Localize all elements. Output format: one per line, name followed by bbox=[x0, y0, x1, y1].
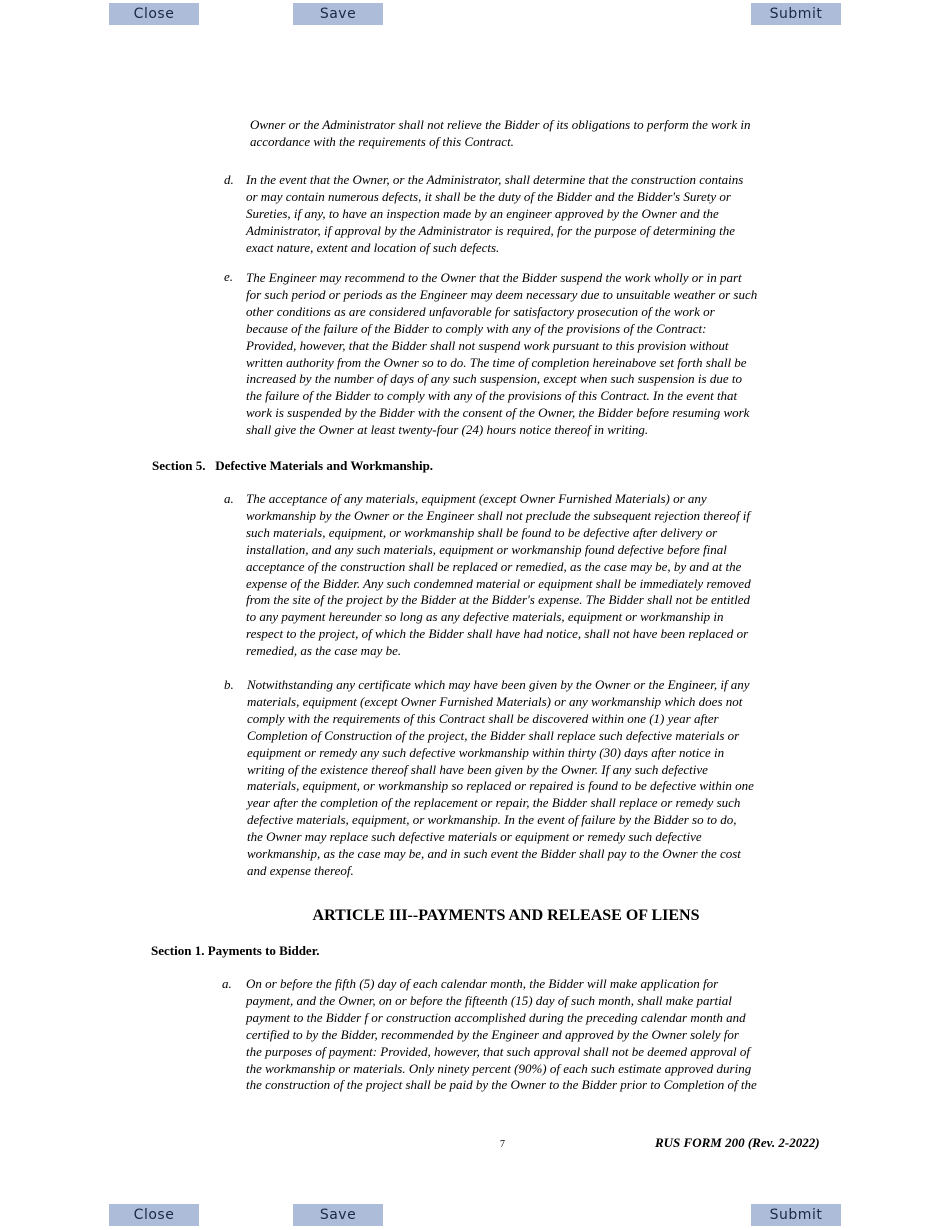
continuation-paragraph: Owner or the Administrator shall not relieve the Bidder of its obligations to perform the work in accordance with the requirements of this Contract. bbox=[250, 117, 751, 149]
article-heading: ARTICLE III--PAYMENTS AND RELEASE OF LIENS bbox=[312, 907, 700, 924]
section-5-heading: Section 5. Defective Materials and Workmanship. bbox=[152, 458, 434, 473]
item-e-paragraph: The Engineer may recommend to the Owner that the Bidder suspend the work wholly or in part for such period or periods as the Engineer may deem necessary due to unsuitable weather or such other conditions as are considered unfavorable for satisfactory prosecution of the work or because of the failure of the Bidder to comply with any of the provisions of the Contract: Provided, however, that the Bidder shall not suspend work pursuant to this provision without written authority from the Owner so to do. The time of completion hereinabove set forth shall be increased by the number of days of any such suspension, except when such suspension is due to the failure of the Bidder to comply with any of the provisions of this Contract. In the event that work is suspended by the Bidder with the consent of the Owner, the Bidder before resuming work shall give the Owner at least twenty-four (24) hours notice thereof in writing. bbox=[246, 270, 758, 438]
submit-button-bottom[interactable]: Submit bbox=[751, 1204, 841, 1226]
close-button-bottom[interactable]: Close bbox=[109, 1204, 199, 1226]
item-e-marker: e. bbox=[224, 269, 234, 284]
form-identifier: RUS FORM 200 (Rev. 2-2022) bbox=[655, 1135, 820, 1150]
section-1-item-a-marker: a. bbox=[222, 976, 232, 991]
page-number: 7 bbox=[500, 1139, 505, 1150]
submit-button[interactable]: Submit bbox=[751, 3, 841, 25]
item-d-paragraph: In the event that the Owner, or the Administrator, shall determine that the construction contains or may contain numerous defects, it shall be the duty of the Bidder and the Bidder's Surety or Sureties, if any, to have an inspection made by an engineer approved by the Owner and the Administrator, if approval by the Administrator is required, for the purpose of determining the exact nature, extent and location of such defects. bbox=[246, 172, 744, 255]
save-button[interactable]: Save bbox=[293, 3, 383, 25]
section-1-heading: Section 1. Payments to Bidder. bbox=[151, 943, 320, 958]
section-5-item-a-marker: a. bbox=[224, 491, 234, 506]
item-d-marker: d. bbox=[224, 172, 234, 187]
close-button[interactable]: Close bbox=[109, 3, 199, 25]
section-5-item-b-paragraph: Notwithstanding any certificate which may have been given by the Owner or the Engineer, if any materials, equipment (except Owner Furnished Materials) or any workmanship which does not comply with the requirements of this Contract shall be discovered within one (1) year after Completion of Construction of the project, the Bidder shall replace such defective materials or equipment or remedy any such defective workmanship within thirty (30) days after notice in writing of the existence thereof shall have been given by the Owner. If any such defective materials, equipment, or workmanship so replaced or repaired is found to be defective within one year after the completion of the replacement or repair, the Bidder shall replace or remedy such defective materials, equipment, or workmanship. In the event of failure by the Bidder so to do, the Owner may replace such defective materials or equipment or remedy such defective workmanship, as the case may be, and in such event the Bidder shall pay to the Owner the cost and expense thereof. bbox=[247, 677, 754, 878]
save-button-bottom[interactable]: Save bbox=[293, 1204, 383, 1226]
section-1-item-a-paragraph: On or before the fifth (5) day of each calendar month, the Bidder will make application for payment, and the Owner, on or before the fifteenth (15) day of such month, shall make partial payment to the Bidder f or construction accomplished during the preceding calendar month and certified to by the Bidder, recommended by the Engineer and approved by the Owner solely for the purposes of payment: Provided, however, that such approval shall not be deemed approval of the workmanship or materials. Only ninety percent (90%) of each such estimate approved during the construction of the project shall be paid by the Owner to the Bidder prior to Completion of the bbox=[246, 976, 757, 1093]
section-5-item-b-marker: b. bbox=[224, 677, 234, 692]
section-5-item-a-paragraph: The acceptance of any materials, equipment (except Owner Furnished Materials) or any workmanship by the Owner or the Engineer shall not preclude the subsequent rejection thereof if such materials, equipment, or workmanship shall be found to be defective after delivery or installation, and any such materials, equipment or workmanship found defective before final acceptance of the construction shall be replaced or remedied, as the case may be, by and at the expense of the Bidder. Any such condemned material or equipment shall be immediately removed from the site of the project by the Bidder at the Bidder's expense. The Bidder shall not be entitled to any payment hereunder so long as any defective materials, equipment or workmanship in respect to the project, of which the Bidder shall have had notice, shall not have been replaced or remedied, as the case may be. bbox=[246, 491, 751, 659]
